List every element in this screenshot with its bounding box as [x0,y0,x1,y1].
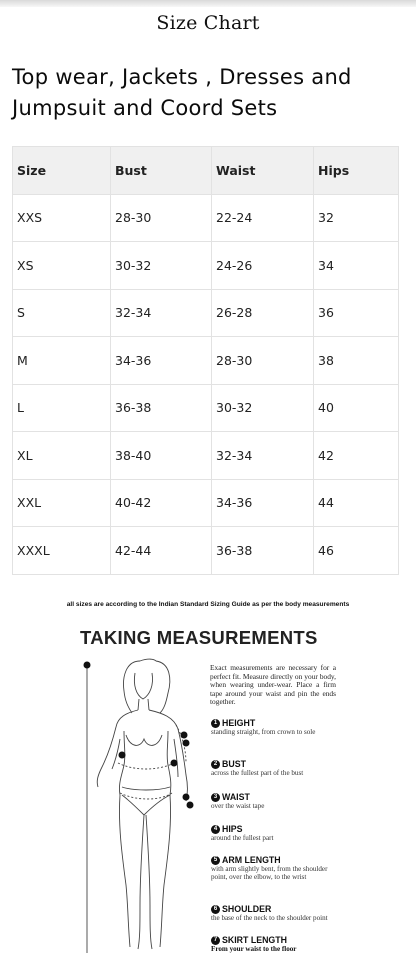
cell-hips: 42 [314,432,399,480]
cell-bust: 34-36 [111,337,212,385]
cell-hips: 46 [314,527,399,575]
cell-hips: 40 [314,384,399,432]
table-header-row [13,147,399,195]
cell-waist: 36-38 [212,527,314,575]
header-bust: Bust [111,147,212,195]
number-badge: 6 [211,905,220,914]
measure-title: HEIGHT [222,718,256,728]
table-row [13,242,399,290]
cell-hips: 36 [314,289,399,337]
measurements-heading: TAKING MEASUREMENTS [80,627,318,648]
table-row [13,384,399,432]
measure-title: SHOULDER [222,904,272,914]
table-row [13,337,399,385]
cell-waist: 28-30 [212,337,314,385]
size-chart-table [12,146,399,575]
measure-desc: the base of the neck to the shoulder point [211,914,328,922]
measurements-intro: Exact measurements are necessary for a perfect fit. Measure directly on your body, when wearing under-wear. Place a firm tape around your waist and pin the ends together. [210,663,336,706]
cell-waist: 30-32 [212,384,314,432]
cell-bust: 32-34 [111,289,212,337]
measure-desc: around the fullest part [211,834,274,842]
cell-bust: 42-44 [111,527,212,575]
measure-desc: over the waist tape [211,802,265,810]
sizing-footnote: all sizes are according to the Indian Standard Sizing Guide as per the body measurements [66,601,350,608]
cell-waist: 22-24 [212,194,314,242]
number-badge: 5 [211,856,220,865]
cell-bust: 40-42 [111,479,212,527]
header-waist: Waist [212,147,314,195]
marker-2 [183,740,190,747]
cell-waist: 34-36 [212,479,314,527]
cell-size: XXXL [13,527,111,575]
table-row [13,289,399,337]
cell-bust: 28-30 [111,194,212,242]
top-bar [0,0,416,7]
measure-item-waist [211,792,338,810]
measure-desc: with arm slightly bent, from the shoulder point, over the elbow, to the wrist [211,865,328,881]
marker-1 [84,662,91,669]
cell-size: M [13,337,111,385]
number-badge: 7 [211,936,220,945]
measure-title: ARM LENGTH [222,855,281,865]
measure-item-arm-length [211,855,338,881]
number-badge: 1 [211,719,220,728]
cell-hips: 32 [314,194,399,242]
cell-size: L [13,384,111,432]
header-hips: Hips [314,147,399,195]
number-badge: 2 [211,760,220,769]
measure-title: WAIST [222,792,250,802]
cell-waist: 26-28 [212,289,314,337]
measure-title: SKIRT LENGTH [222,935,287,945]
measure-item-skirt-length [211,935,338,953]
marker-4 [183,794,190,801]
measure-desc: across the fullest part of the bust [211,769,304,777]
cell-size: XS [13,242,111,290]
body-measurement-illustration [78,655,210,957]
measure-desc: From your waist to the floor [211,945,297,953]
cell-size: XXS [13,194,111,242]
cell-size: XXL [13,479,111,527]
table-row [13,432,399,480]
cell-size: XL [13,432,111,480]
cell-bust: 38-40 [111,432,212,480]
cell-size: S [13,289,111,337]
cell-bust: 30-32 [111,242,212,290]
section-heading: Top wear, Jackets , Dresses and Jumpsuit and Coord Sets [12,65,352,120]
cell-waist: 24-26 [212,242,314,290]
marker-7 [119,752,126,759]
cell-hips: 44 [314,479,399,527]
measure-item-hips [211,824,338,842]
measure-title: HIPS [222,824,243,834]
marker-6 [181,732,188,739]
measure-title: BUST [222,759,246,769]
cell-waist: 32-34 [212,432,314,480]
measure-item-bust [211,759,338,777]
table-row [13,527,399,575]
marker-3 [171,760,178,767]
number-badge: 4 [211,825,220,834]
cell-hips: 38 [314,337,399,385]
header-size: Size [13,147,111,195]
waist-tape [118,763,174,769]
measure-item-shoulder [211,904,338,922]
measure-item-height [211,718,338,736]
cell-bust: 36-38 [111,384,212,432]
cell-hips: 34 [314,242,399,290]
marker-5 [187,802,194,809]
table-row [13,479,399,527]
measure-desc: standing straight, from crown to sole [211,728,316,736]
number-badge: 3 [211,793,220,802]
page-title: Size Chart [156,12,260,34]
table-row [13,194,399,242]
